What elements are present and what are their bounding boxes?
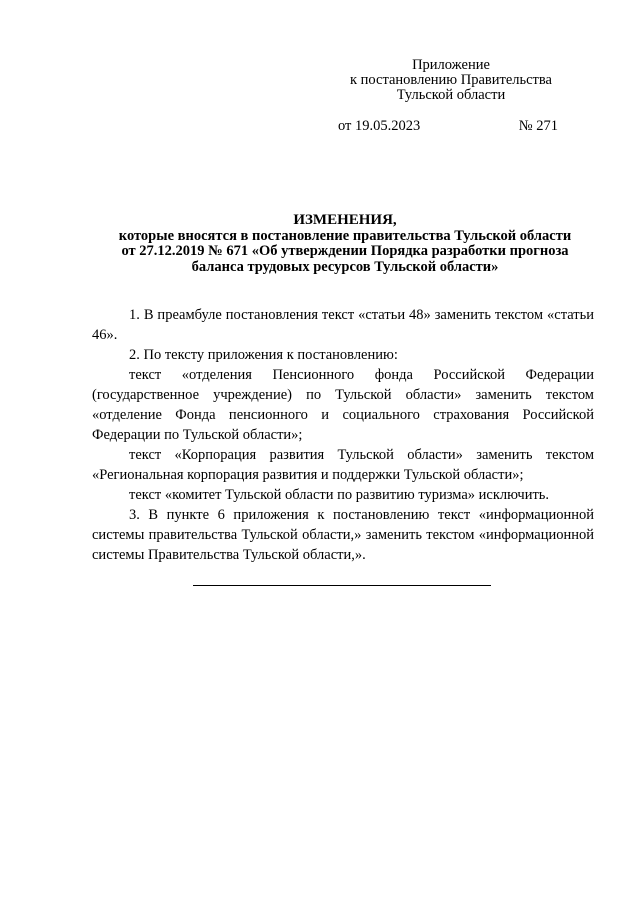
paragraph-6: 3. В пункте 6 приложения к постановлению текст «информационной системы правительства Тульской области,» заменить текстом «информационной системы Правительства Тульской области,». [92,507,594,563]
heading-title: ИЗМЕНЕНИЯ, [293,212,397,228]
paragraph-4: текст «Корпорация развития Тульской области» заменить текстом «Региональная корпорация развития и поддержки Тульской области»; [92,447,594,483]
annex-line-2: к постановлению Правительства [350,72,552,88]
document-body [92,305,594,565]
paragraph-5: текст «комитет Тульской области по развитию туризма» исключить. [129,487,550,503]
resolution-date: от 19.05.2023 [338,118,421,134]
annex-line-3: Тульской области [396,87,506,103]
document-heading [60,213,630,275]
paragraph-2: 2. По тексту приложения к постановлению: [129,347,398,363]
heading-line-4: баланса трудовых ресурсов Тульской области» [191,258,499,275]
annex-block [336,58,566,103]
heading-line-2: которые вносятся в постановление правительства Тульской области [118,227,572,244]
resolution-number: № 271 [518,118,558,134]
closing-divider [193,585,491,586]
annex-line-1: Приложение [412,57,490,73]
paragraph-1: 1. В преамбуле постановления текст «статьи 48» заменить текстом «статьи 46». [92,307,594,343]
heading-line-3: от 27.12.2019 № 671 «Об утверждении Порядка разработки прогноза [121,243,569,259]
paragraph-3: текст «отделения Пенсионного фонда Российской Федерации (государственное учреждение) по Тульской области» заменить текстом «отделение Фонда пенсионного и социального страхования Российской Федерации по Тульской области»; [92,367,594,443]
